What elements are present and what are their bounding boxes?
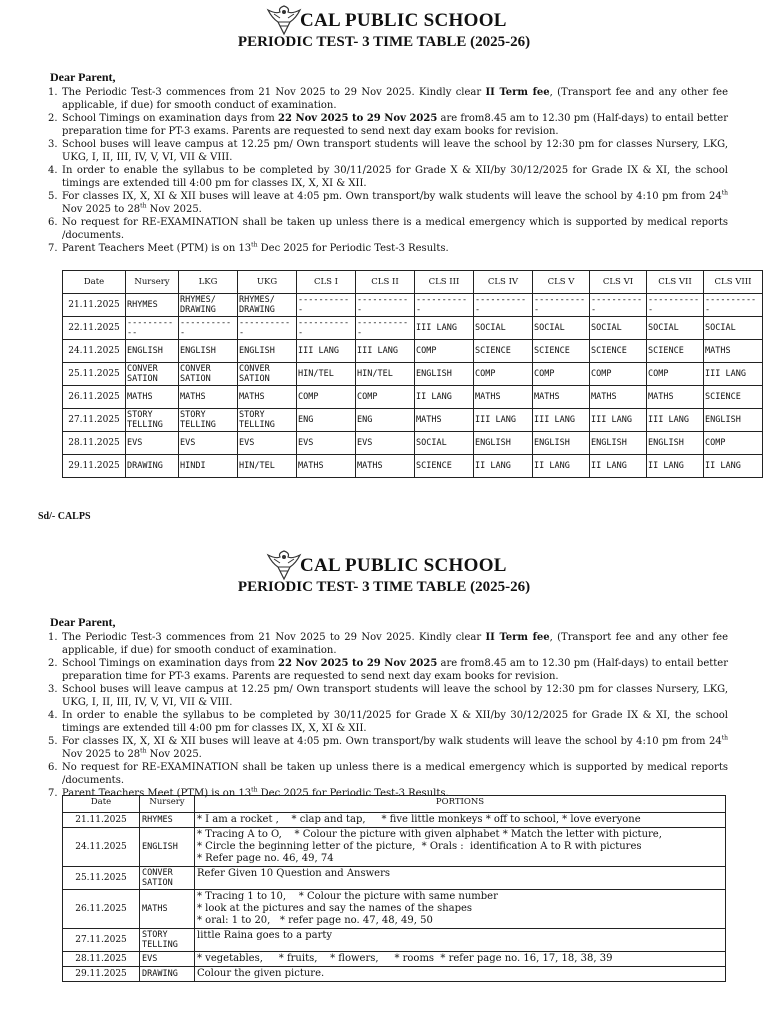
subject-cell: ----------- — [297, 294, 356, 317]
column-header: CLS IV — [474, 271, 533, 294]
subject-cell: II LANG — [533, 455, 590, 478]
table-row — [63, 455, 763, 478]
note-item — [48, 112, 728, 138]
note-text: For classes IX, X, XI & XII buses will leave at 4:05 pm. Own transport/by walk students will leave the school by 4:10 pm from 24th Nov 2025 to 28th Nov 2025. — [62, 189, 728, 215]
table-header-row — [63, 796, 726, 813]
subject-cell: ----------- — [126, 317, 179, 340]
greeting: Dear Parent, — [50, 615, 116, 629]
note-number: 7. — [48, 788, 58, 799]
subject-cell: COMP — [590, 363, 647, 386]
column-header: CLS III — [415, 271, 474, 294]
column-header: Nursery — [140, 796, 195, 813]
subject-cell: SOCIAL — [474, 317, 533, 340]
subject-cell: SOCIAL — [704, 317, 763, 340]
subject-cell: ENGLISH — [179, 340, 238, 363]
school-crest-logo-icon — [266, 549, 302, 581]
subject-cell: EVS — [297, 432, 356, 455]
date-cell: 26.11.2025 — [63, 386, 126, 409]
column-header: Nursery — [126, 271, 179, 294]
subject-cell: ENGLISH — [238, 340, 297, 363]
table-row — [63, 929, 726, 952]
subject-cell: ----------- — [356, 294, 415, 317]
date-cell: 22.11.2025 — [63, 317, 126, 340]
subject-cell: SCIENCE — [533, 340, 590, 363]
note-text: No request for RE-EXAMINATION shall be taken up unless there is a medical emergency which is supported by medical reports /documents. — [62, 762, 728, 786]
note-text: Parent Teachers Meet (PTM) is on 13th Dec 2025 for Periodic Test-3 Results. — [62, 786, 449, 799]
column-header: LKG — [179, 271, 238, 294]
portion-cell — [195, 952, 726, 967]
subject-cell: MATHS — [126, 386, 179, 409]
note-number: 3. — [48, 139, 58, 150]
subject-cell: II LANG — [590, 455, 647, 478]
portions-table — [62, 795, 726, 982]
subject-cell: MATHS — [415, 409, 474, 432]
school-crest-logo-icon — [266, 4, 302, 36]
date-cell: 25.11.2025 — [63, 363, 126, 386]
note-item — [48, 86, 728, 112]
date-cell: 28.11.2025 — [63, 952, 140, 967]
subject-cell: MATHS — [297, 455, 356, 478]
subject-cell: ENGLISH — [140, 828, 195, 867]
note-item — [48, 735, 728, 761]
portion-line: * Circle the beginning letter of the picture, * Orals : identification A to R with pictures — [197, 841, 642, 852]
note-text: In order to enable the syllabus to be completed by 30/11/2025 for Grade X & XII/by 30/12/2025 for Grade IX & XI, the school timings are extended till 4:00 pm for classes IX, X, XI & XII. — [62, 165, 728, 189]
subject-cell: III LANG — [356, 340, 415, 363]
column-header: CLS VI — [590, 271, 647, 294]
table-row — [63, 409, 763, 432]
subject-cell: HIN/TEL — [356, 363, 415, 386]
date-cell: 21.11.2025 — [63, 813, 140, 828]
subject-cell: COMP — [297, 386, 356, 409]
subject-cell: ENGLISH — [647, 432, 704, 455]
note-number: 6. — [48, 762, 58, 773]
note-text: For classes IX, X, XI & XII buses will leave at 4:05 pm. Own transport/by walk students will leave the school by 4:10 pm from 24th Nov 2025 to 28th Nov 2025. — [62, 734, 728, 760]
subject-cell: ENGLISH — [590, 432, 647, 455]
subject-cell: CONVER SATION — [140, 867, 195, 890]
subject-cell: ----------- — [474, 294, 533, 317]
note-number: 4. — [48, 710, 58, 721]
note-text: School Timings on examination days from 22 Nov 2025 to 29 Nov 2025 are from8.45 am to 12.30 pm (Half-days) to entail better preparation time for PT-3 exams. Parents are requested to send next day exam books for revision. — [62, 658, 728, 682]
date-cell: 27.11.2025 — [63, 929, 140, 952]
page-title: PERIODIC TEST- 3 TIME TABLE (2025-26) — [237, 579, 531, 595]
subject-cell: ENGLISH — [126, 340, 179, 363]
column-header: PORTIONS — [195, 796, 726, 813]
table-row — [63, 890, 726, 929]
note-item — [48, 631, 728, 657]
note-number: 3. — [48, 684, 58, 695]
subject-cell: EVS — [140, 952, 195, 967]
note-item — [48, 164, 728, 190]
page-title: PERIODIC TEST- 3 TIME TABLE (2025-26) — [237, 34, 531, 50]
subject-cell: HINDI — [179, 455, 238, 478]
subject-cell: STORY TELLING — [179, 409, 238, 432]
subject-cell: MATHS — [238, 386, 297, 409]
table-row — [63, 867, 726, 890]
subject-cell: ----------- — [179, 317, 238, 340]
table-header-row — [63, 271, 763, 294]
note-text: The Periodic Test-3 commences from 21 Nov 2025 to 29 Nov 2025. Kindly clear II Term fee, (Transport fee and any other fee applicable, if due) for smooth conduct of examination. — [62, 632, 729, 656]
note-item — [48, 709, 728, 735]
note-text: School Timings on examination days from 22 Nov 2025 to 29 Nov 2025 are from8.45 am to 12.30 pm (Half-days) to entail better preparation time for PT-3 exams. Parents are requested to send next day exam books for revision. — [62, 113, 728, 137]
portion-line: Refer Given 10 Question and Answers — [197, 868, 391, 879]
portion-line: * I am a rocket , * clap and tap, * five little monkeys * off to school, * love everyone — [197, 814, 641, 825]
subject-cell: II LANG — [704, 455, 763, 478]
note-item — [48, 138, 728, 164]
subject-cell: SCIENCE — [590, 340, 647, 363]
note-item — [48, 683, 728, 709]
portion-line: * Tracing 1 to 10, * Colour the picture with same number — [197, 891, 498, 902]
subject-cell: ENG — [356, 409, 415, 432]
subject-cell: ----------- — [297, 317, 356, 340]
subject-cell: III LANG — [704, 363, 763, 386]
subject-cell: RHYMES/ DRAWING — [179, 294, 238, 317]
subject-cell: DRAWING — [140, 967, 195, 982]
subject-cell: COMP — [474, 363, 533, 386]
column-header: CLS VIII — [704, 271, 763, 294]
subject-cell: III LANG — [415, 317, 474, 340]
date-cell: 21.11.2025 — [63, 294, 126, 317]
subject-cell: SOCIAL — [533, 317, 590, 340]
note-text: School buses will leave campus at 12.25 pm/ Own transport students will leave the school by 12:30 pm for classes Nursery, LKG, UKG, I, II, III, IV, V, VI, VII & VIII. — [62, 684, 728, 708]
note-number: 1. — [48, 632, 58, 643]
portion-cell — [195, 867, 726, 890]
subject-cell: STORY TELLING — [238, 409, 297, 432]
note-item — [48, 657, 728, 683]
subject-cell: RHYMES — [126, 294, 179, 317]
subject-cell: HIN/TEL — [297, 363, 356, 386]
subject-cell: COMP — [415, 340, 474, 363]
table-row — [63, 952, 726, 967]
date-cell: 29.11.2025 — [63, 967, 140, 982]
date-cell: 24.11.2025 — [63, 340, 126, 363]
subject-cell: MATHS — [474, 386, 533, 409]
school-name: CAL PUBLIC SCHOOL — [300, 10, 507, 31]
subject-cell: MATHS — [647, 386, 704, 409]
subject-cell: COMP — [533, 363, 590, 386]
note-text: In order to enable the syllabus to be completed by 30/11/2025 for Grade X & XII/by 30/12/2025 for Grade IX & XI, the school timings are extended till 4:00 pm for classes IX, X, XI & XII. — [62, 710, 728, 734]
note-text: No request for RE-EXAMINATION shall be taken up unless there is a medical emergency which is supported by medical reports /documents. — [62, 217, 728, 241]
subject-cell: ----------- — [590, 294, 647, 317]
note-item — [48, 190, 728, 216]
notes-list — [48, 86, 728, 255]
subject-cell: RHYMES/ DRAWING — [238, 294, 297, 317]
date-cell: 29.11.2025 — [63, 455, 126, 478]
subject-cell: ----------- — [415, 294, 474, 317]
table-row — [63, 340, 763, 363]
note-text: School buses will leave campus at 12.25 pm/ Own transport students will leave the school by 12:30 pm for classes Nursery, LKG, UKG, I, II, III, IV, V, VI, VII & VIII. — [62, 139, 728, 163]
column-header: CLS V — [533, 271, 590, 294]
subject-cell: III LANG — [474, 409, 533, 432]
subject-cell: ----------- — [647, 294, 704, 317]
subject-cell: SOCIAL — [415, 432, 474, 455]
subject-cell: II LANG — [415, 386, 474, 409]
subject-cell: SCIENCE — [704, 386, 763, 409]
note-item — [48, 761, 728, 787]
portion-line: Colour the given picture. — [197, 968, 325, 979]
column-header: CLS II — [356, 271, 415, 294]
table-row — [63, 967, 726, 982]
portion-cell — [195, 929, 726, 952]
subject-cell: SCIENCE — [474, 340, 533, 363]
subject-cell: EVS — [179, 432, 238, 455]
subject-cell: RHYMES — [140, 813, 195, 828]
subject-cell: MATHS — [140, 890, 195, 929]
column-header: Date — [63, 271, 126, 294]
subject-cell: STORY TELLING — [126, 409, 179, 432]
subject-cell: III LANG — [297, 340, 356, 363]
table-row — [63, 363, 763, 386]
signature: Sd/- CALPS — [38, 511, 91, 522]
table-row — [63, 386, 763, 409]
subject-cell: EVS — [126, 432, 179, 455]
subject-cell: ----------- — [533, 294, 590, 317]
subject-cell: COMP — [356, 386, 415, 409]
subject-cell: MATHS — [590, 386, 647, 409]
subject-cell: III LANG — [647, 409, 704, 432]
note-text: The Periodic Test-3 commences from 21 Nov 2025 to 29 Nov 2025. Kindly clear II Term fee, (Transport fee and any other fee applicable, if due) for smooth conduct of examination. — [62, 87, 729, 111]
subject-cell: CONVER SATION — [238, 363, 297, 386]
greeting: Dear Parent, — [50, 70, 116, 84]
note-number: 2. — [48, 658, 58, 669]
date-cell: 28.11.2025 — [63, 432, 126, 455]
portion-line: little Raina goes to a party — [197, 930, 333, 941]
table-row — [63, 317, 763, 340]
subject-cell: MATHS — [533, 386, 590, 409]
subject-cell: III LANG — [590, 409, 647, 432]
subject-cell: ENG — [297, 409, 356, 432]
column-header: CLS VII — [647, 271, 704, 294]
table-row — [63, 828, 726, 867]
note-number: 7. — [48, 243, 58, 254]
subject-cell: III LANG — [533, 409, 590, 432]
date-cell: 27.11.2025 — [63, 409, 126, 432]
note-number: 2. — [48, 113, 58, 124]
subject-cell: SCIENCE — [647, 340, 704, 363]
subject-cell: CONVER SATION — [126, 363, 179, 386]
column-header: CLS I — [297, 271, 356, 294]
portion-line: * Tracing A to O, * Colour the picture with given alphabet * Match the letter with picture, — [197, 829, 662, 840]
portion-line: * oral: 1 to 20, * refer page no. 47, 48, 49, 50 — [197, 915, 433, 926]
subject-cell: DRAWING — [126, 455, 179, 478]
column-header: UKG — [238, 271, 297, 294]
subject-cell: ----------- — [704, 294, 763, 317]
note-text: Parent Teachers Meet (PTM) is on 13th Dec 2025 for Periodic Test-3 Results. — [62, 241, 449, 254]
subject-cell: ENGLISH — [533, 432, 590, 455]
subject-cell: EVS — [356, 432, 415, 455]
date-cell: 26.11.2025 — [63, 890, 140, 929]
note-number: 5. — [48, 191, 58, 202]
notes-list — [48, 631, 728, 800]
table-row — [63, 294, 763, 317]
subject-cell: SCIENCE — [415, 455, 474, 478]
note-number: 4. — [48, 165, 58, 176]
note-number: 6. — [48, 217, 58, 228]
portion-cell — [195, 813, 726, 828]
subject-cell: ENGLISH — [415, 363, 474, 386]
subject-cell: ----------- — [238, 317, 297, 340]
subject-cell: SOCIAL — [590, 317, 647, 340]
date-cell: 24.11.2025 — [63, 828, 140, 867]
portion-cell — [195, 890, 726, 929]
subject-cell: COMP — [647, 363, 704, 386]
school-name: CAL PUBLIC SCHOOL — [300, 555, 507, 576]
subject-cell: COMP — [704, 432, 763, 455]
portion-line: * look at the pictures and say the names of the shapes — [197, 903, 473, 914]
subject-cell: HIN/TEL — [238, 455, 297, 478]
table-row — [63, 813, 726, 828]
subject-cell: MATHS — [356, 455, 415, 478]
date-cell: 25.11.2025 — [63, 867, 140, 890]
subject-cell: ENGLISH — [474, 432, 533, 455]
table-row — [63, 432, 763, 455]
note-item — [48, 216, 728, 242]
note-item — [48, 242, 728, 255]
subject-cell: SOCIAL — [647, 317, 704, 340]
subject-cell: CONVER SATION — [179, 363, 238, 386]
note-number: 5. — [48, 736, 58, 747]
subject-cell: II LANG — [474, 455, 533, 478]
portion-line: * Refer page no. 46, 49, 74 — [197, 853, 334, 864]
column-header: Date — [63, 796, 140, 813]
subject-cell: MATHS — [704, 340, 763, 363]
portion-line: * vegetables, * fruits, * flowers, * rooms * refer page no. 16, 17, 18, 38, 39 — [197, 953, 613, 964]
subject-cell: ENGLISH — [704, 409, 763, 432]
subject-cell: II LANG — [647, 455, 704, 478]
timetable — [62, 270, 763, 478]
subject-cell: ----------- — [356, 317, 415, 340]
subject-cell: MATHS — [179, 386, 238, 409]
subject-cell: EVS — [238, 432, 297, 455]
portion-cell — [195, 967, 726, 982]
note-number: 1. — [48, 87, 58, 98]
portion-cell — [195, 828, 726, 867]
subject-cell: STORY TELLING — [140, 929, 195, 952]
